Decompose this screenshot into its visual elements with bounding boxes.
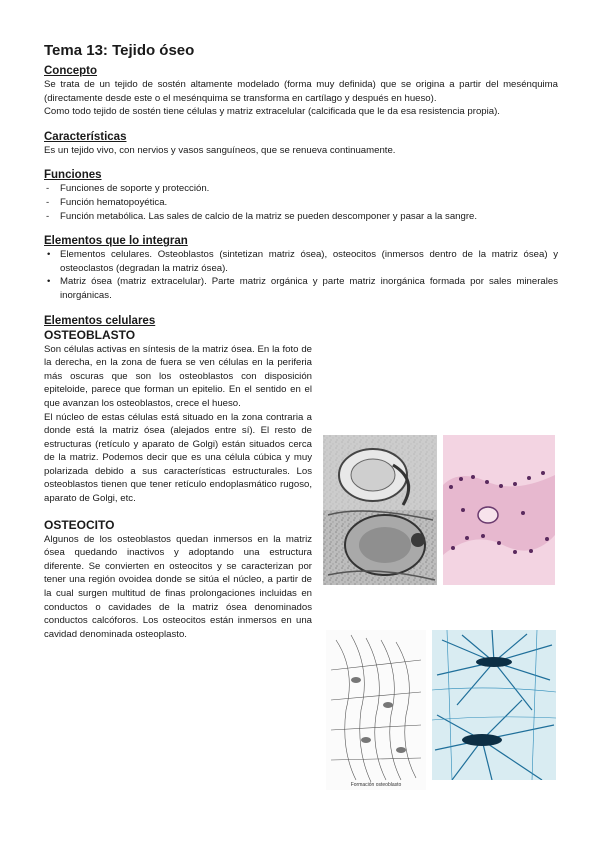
drawing-caption: Formación osteoblasto <box>350 782 402 788</box>
list-item: - Funciones de soporte y protección. <box>44 182 558 196</box>
funciones-list <box>44 182 558 223</box>
elementos-heading: Elementos que lo integran <box>44 235 188 248</box>
celulares-heading: Elementos celulares <box>44 314 156 327</box>
osteoblasto-paragraph-1: Son células activas en síntesis de la matriz ósea. En la foto de la derecha, en la zona de fuera se ven células en la periferia más oscuras que son los osteoblastos con disposición epiteloide, parece que forman un epitelio. En el sentido en el que avanzan los osteoblastos, crece el hueso. <box>44 343 312 409</box>
osteocyte-drawing-image <box>326 630 426 790</box>
list-item: - Función hematopoyética. <box>44 196 558 210</box>
elementos-list <box>44 248 558 302</box>
osteocyte-stained-image <box>432 630 556 780</box>
osteoblasto-title: OSTEOBLASTO <box>44 327 136 342</box>
osteocito-title: OSTEOCITO <box>44 517 115 532</box>
list-item: • Matriz ósea (matriz extracelular). Parte matriz orgánica y parte matriz inorgánica formada por sales minerales inorgánicas. <box>44 275 558 302</box>
list-item: - Función metabólica. Las sales de calcio de la matriz se pueden descomponer y pasar a la sangre. <box>44 210 558 224</box>
caracteristicas-paragraph: Es un tejido vivo, con nervios y vasos sanguíneos, que se renueva continuamente. <box>44 144 396 156</box>
electron-micrograph-image <box>323 435 437 585</box>
page-title: Tema 13: Tejido óseo <box>44 42 195 59</box>
list-item: • Elementos celulares. Osteoblastos (sintetizan matriz ósea), osteocitos (inmersos dentro de la matriz ósea) y osteoclastos (degradan la matriz ósea). <box>44 248 558 275</box>
funciones-heading: Funciones <box>44 169 102 182</box>
osteocito-paragraph: Algunos de los osteoblastos quedan inmersos en la matriz ósea quedando inactivos y adoptando una estructura diferente. Se convierten en osteocitos y se caracterizan por tener una región ovoidea donde se sitúa el núcleo, a partir de la cual surgen multitud de finas prolongaciones incluidas en conductos o cavidades de la matriz ósea denominados conductos calcóforos. Los osteocitos están inmersos en una cavidad denominada osteoplasto. <box>44 533 312 640</box>
histology-pink-image <box>443 435 555 585</box>
concepto-paragraph-1: Se trata de un tejido de sostén altamente modelado (forma muy definida) que se origina a partir del mesénquima (directamente desde este o el mesénquima se transforma en cartílago y después en hueso). <box>44 79 558 104</box>
concepto-paragraph-2: Como todo tejido de sostén tiene células y matriz extracelular (calcificada que le da esa resistencia propia). <box>44 106 500 118</box>
osteoblasto-paragraph-2: El núcleo de estas células está situado en la zona contraria a donde está la matriz ósea (alejados entre sí). El resto de estructuras (retículo y aparato de Golgi) están situados cerca de la matriz. Podemos decir que es una célula cúbica y muy polarizada debido a sus características estructurales. Los osteoblastos tienen que tener retículo endoplasmático rugoso, aparato de Golgi, etc. <box>44 411 312 505</box>
caracteristicas-heading: Características <box>44 130 127 143</box>
concepto-heading: Concepto <box>44 65 98 77</box>
